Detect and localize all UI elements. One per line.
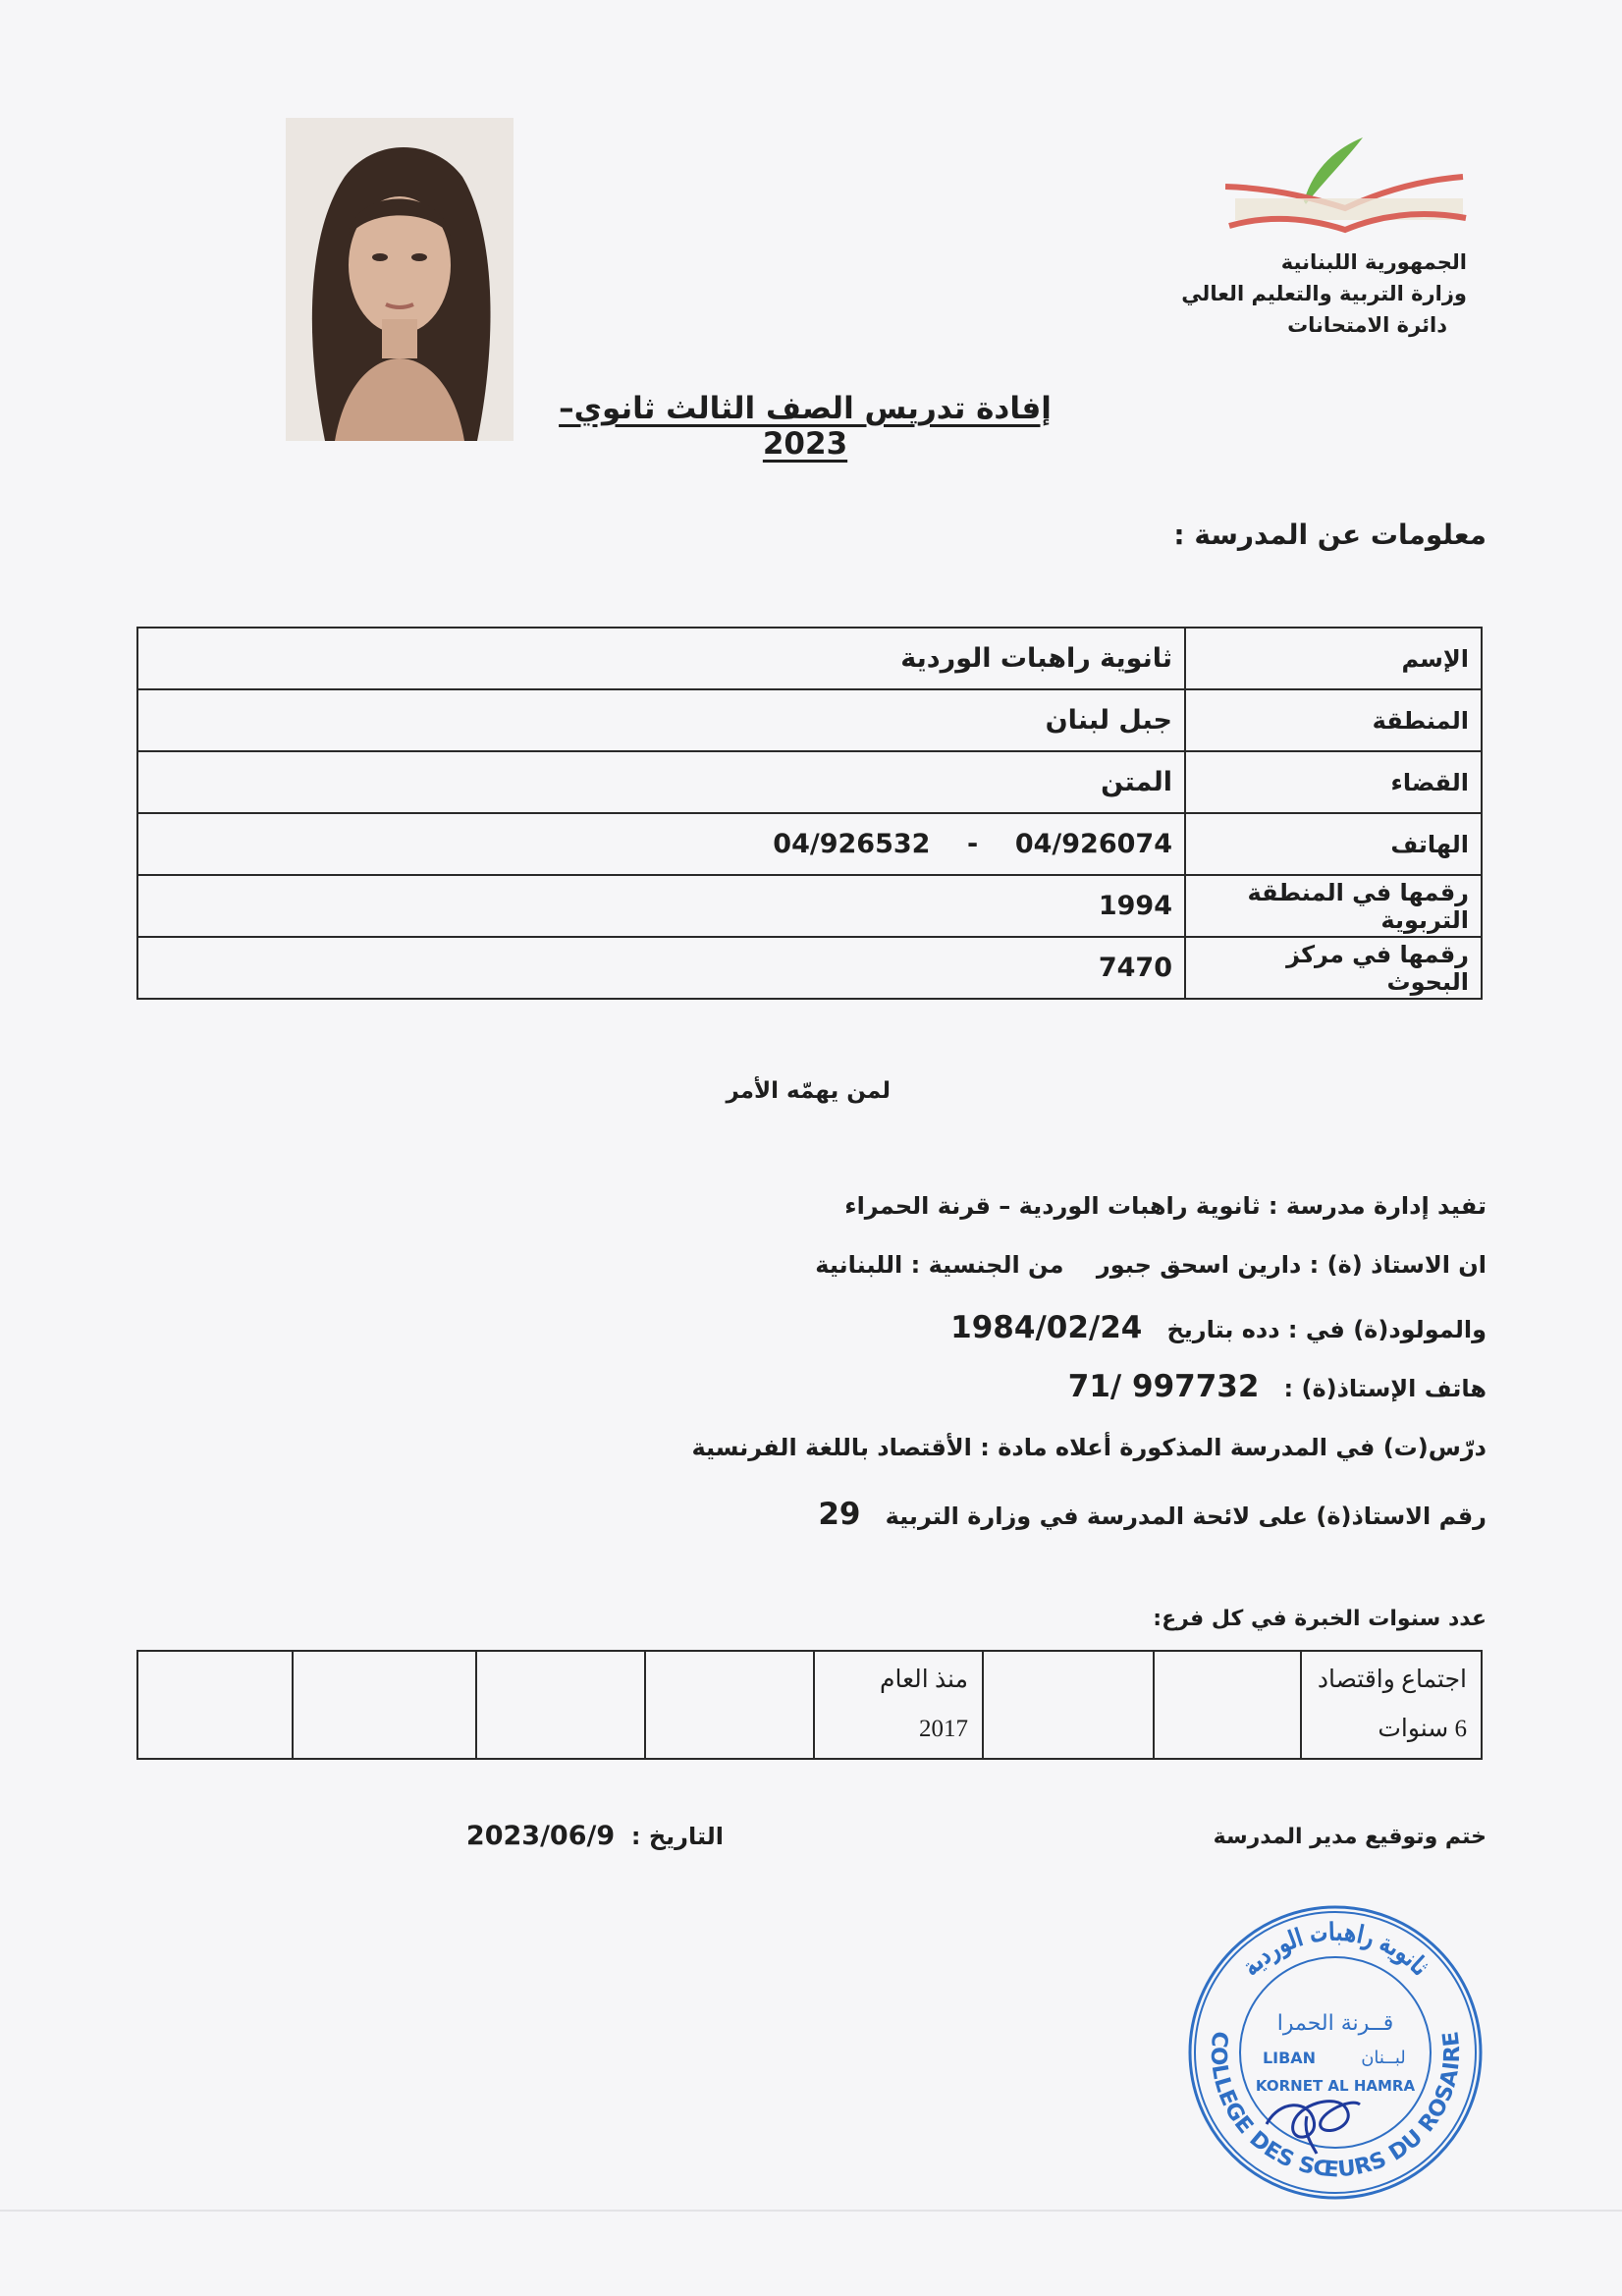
body-line-teacher: ان الاستاذ (ة) : دارين اسحق جبور من الجنسية : اللبنانية	[815, 1251, 1487, 1279]
empty-cell	[1154, 1651, 1301, 1759]
region-value: جبل لبنان	[137, 689, 1185, 751]
document-title: إفادة تدريس الصف الثالث ثانوي– 2023	[559, 391, 1052, 462]
district-value: المتن	[137, 751, 1185, 813]
district-label: القضاء	[1185, 751, 1482, 813]
svg-text:ثانوية راهبات الوردية	[1236, 1917, 1436, 1985]
stamp-country-fr: LIBAN	[1262, 2049, 1317, 2067]
experience-table	[136, 1650, 1483, 1760]
to-whom-heading: لمن يهمّه الأمر	[726, 1078, 891, 1104]
empty-cell	[476, 1651, 645, 1759]
teacher-photo	[286, 118, 514, 441]
empty-cell	[293, 1651, 476, 1759]
experience-heading: عدد سنوات الخبرة في كل فرع:	[1153, 1607, 1487, 1631]
teacher-number-prefix: رقم الاستاذ(ة) على لائحة المدرسة في وزارة التربية	[885, 1503, 1487, 1530]
school-name-label: الإسم	[1185, 628, 1482, 689]
edu-region-number-value: 1994	[137, 875, 1185, 937]
birth-prefix: والمولود(ة) في : دده بتاريخ	[1166, 1316, 1487, 1343]
table-row	[137, 1651, 1482, 1759]
ministry-logo	[1225, 128, 1471, 236]
edu-region-number-label: رقمها في المنطقة التربوية	[1185, 875, 1482, 937]
body-line-phone	[1068, 1369, 1487, 1404]
branch-years: 6 سنوات	[1378, 1716, 1467, 1742]
phone-label: الهاتف	[1185, 813, 1482, 875]
stamp-town-ar: قــرنة الحمرا	[1276, 2011, 1394, 2036]
school-info-heading: معلومات عن المدرسة :	[1173, 519, 1487, 551]
birth-date: 1984/02/24	[950, 1310, 1143, 1345]
table-row	[137, 813, 1482, 875]
body-line-school: تفيد إدارة مدرسة : ثانوية راهبات الوردية – قرنة الحمراء	[844, 1192, 1487, 1220]
stamp-french-ring: COLLEGE DES SŒURS DU ROSAIRE	[1205, 2030, 1466, 2183]
branch-name: اجتماع واقتصاد	[1317, 1667, 1467, 1693]
leaf-icon	[1304, 137, 1363, 204]
table-row	[137, 689, 1482, 751]
school-stamp	[1183, 1900, 1487, 2205]
ministry-name: وزارة التربية والتعليم العالي	[1181, 282, 1467, 305]
page-bottom-divider	[0, 2210, 1622, 2212]
body-line-subject: درّس(ت) في المدرسة المذكورة أعلاه مادة : الأقتصاد باللغة الفرنسية	[691, 1434, 1487, 1461]
phone-prefix: هاتف الإستاذ(ة) :	[1283, 1375, 1487, 1402]
branch-cell	[1301, 1651, 1482, 1759]
stamp-town-fr: KORNET AL HAMRA	[1255, 2077, 1416, 2095]
body-line-birth	[950, 1310, 1487, 1345]
teacher-number: 29	[818, 1497, 861, 1532]
stamp-country-ar: لبــنان	[1361, 2048, 1406, 2068]
stamp-arabic-ring: ثانوية راهبات الوردية	[1236, 1917, 1436, 1985]
empty-cell	[137, 1651, 293, 1759]
region-label: المنطقة	[1185, 689, 1482, 751]
research-center-number-label: رقمها في مركز البحوث	[1185, 937, 1482, 999]
table-row	[137, 751, 1482, 813]
body-line-number	[818, 1497, 1487, 1532]
date-value: 2023/06/9	[465, 1821, 616, 1851]
since-label: منذ العام	[879, 1667, 968, 1693]
since-year: 2017	[919, 1716, 968, 1742]
table-row	[137, 875, 1482, 937]
phone-value: 04/926532 - 04/926074	[137, 813, 1185, 875]
country-name: الجمهورية اللبنانية	[1280, 250, 1467, 274]
table-row	[137, 937, 1482, 999]
since-year-cell	[814, 1651, 983, 1759]
empty-cell	[983, 1651, 1154, 1759]
date-line	[466, 1821, 724, 1851]
empty-cell	[645, 1651, 814, 1759]
school-name-value: ثانوية راهبات الوردية	[137, 628, 1185, 689]
research-center-number-value: 7470	[137, 937, 1185, 999]
table-row	[137, 628, 1482, 689]
date-label: التاريخ :	[630, 1823, 724, 1850]
teacher-phone: 71/ 997732	[1067, 1369, 1260, 1404]
signature-label: ختم وتوقيع مدير المدرسة	[1213, 1825, 1487, 1849]
department-name: دائرة الامتحانات	[1287, 313, 1447, 337]
school-info-table	[136, 627, 1483, 1000]
